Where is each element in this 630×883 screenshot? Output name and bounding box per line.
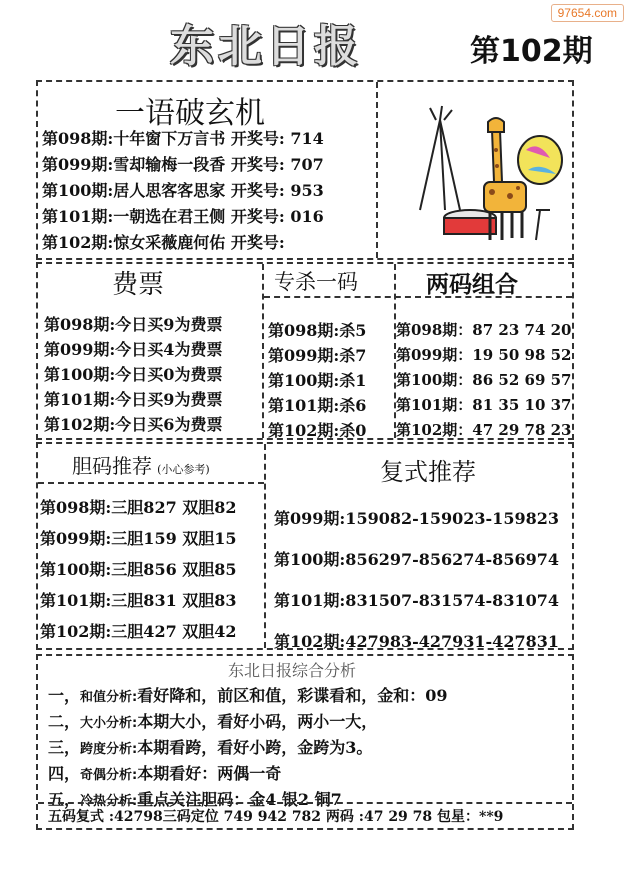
analysis-label: 大小分析: — [80, 716, 138, 731]
phrase-row: 第099期:雪却输梅一段香 开奖号: 707 — [42, 155, 324, 174]
kill-row: 第101期:杀6 — [268, 396, 367, 415]
compound-row: 第100期:856297-856274-856974 — [274, 550, 559, 569]
free-row: 第098期:今日买9为费票 — [44, 315, 223, 334]
free-row: 第099期:今日买4为费票 — [44, 340, 223, 359]
pair-list — [396, 318, 571, 443]
analysis-text: 本期大小，看好小码，两小一大， — [137, 712, 378, 731]
analysis-num: 二， — [48, 712, 81, 731]
compound-row: 第102期:427983-427931-427831 — [274, 632, 559, 651]
compound-row: 第099期:159082-159023-159823 — [274, 509, 559, 528]
analysis-list — [48, 684, 448, 814]
phrase-list — [42, 126, 324, 256]
analysis-label: 跨度分析: — [80, 742, 138, 757]
phrase-divider — [376, 82, 378, 258]
dan-row: 第098期:三胆827 双胆82 — [40, 498, 237, 517]
pair-row: 第102期：47 29 78 23 — [396, 421, 572, 439]
pair-row: 第101期：81 35 10 37 — [396, 396, 572, 414]
watermark-link[interactable]: 97654.com — [551, 4, 624, 22]
analysis-row — [48, 710, 448, 736]
dan-heading-wrap — [72, 450, 210, 479]
free-row: 第102期:今日买6为费票 — [44, 415, 223, 434]
dan-row: 第100期:三胆856 双胆85 — [40, 560, 237, 579]
compound-row: 第101期:831507-831574-831074 — [274, 591, 559, 610]
dan-heading-rule — [38, 482, 264, 484]
pair-row: 第098期：87 23 74 20 — [396, 321, 572, 339]
dan-row: 第102期:三胆427 双胆42 — [40, 622, 237, 641]
analysis-text: 看好降和，前区和值，彩谍看和，金和：09 — [137, 686, 448, 705]
compound-heading: 复式推荐 — [380, 458, 476, 486]
kill-row: 第100期:杀1 — [268, 371, 367, 390]
free-row: 第101期:今日买9为费票 — [44, 390, 223, 409]
analysis-num: 五， — [48, 790, 81, 809]
analysis-text: 重点关注胆码：金4 银2 铜7 — [137, 790, 342, 809]
analysis-num: 四， — [48, 764, 81, 783]
kill-list — [268, 318, 366, 443]
analysis-num: 一， — [48, 686, 81, 705]
free-row: 第100期:今日买0为费票 — [44, 365, 223, 384]
kill-row: 第102期:杀0 — [268, 421, 367, 440]
phrase-heading: 一语破玄机 — [115, 96, 265, 131]
free-kill-divider — [262, 264, 264, 438]
compound-list — [274, 498, 559, 662]
phrase-row: 第100期:居人思客客思家 开奖号: 953 — [42, 181, 324, 200]
analysis-footer-rule — [38, 802, 572, 804]
analysis-row — [48, 736, 448, 762]
phrase-row: 第101期:一朝选在君王侧 开奖号: 016 — [42, 207, 324, 226]
analysis-label: 奇偶分析: — [80, 768, 138, 783]
kill-row: 第098期:杀5 — [268, 321, 367, 340]
dan-row: 第101期:三胆831 双胆83 — [40, 591, 237, 610]
analysis-footer: 五码复式 :42798三码定位 749 942 782 两码 :47 29 78 包星：**9 — [48, 809, 504, 825]
analysis-text: 本期看跨，看好小跨，金跨为3。 — [137, 738, 373, 757]
analysis-row — [48, 762, 448, 788]
analysis-label: 和值分析: — [80, 690, 138, 705]
recommend-divider — [264, 444, 266, 648]
analysis-row — [48, 684, 448, 710]
pair-row: 第100期：86 52 69 57 — [396, 371, 572, 389]
kill-heading: 专杀一码 — [274, 270, 358, 294]
dan-list — [40, 492, 237, 647]
analysis-num: 三， — [48, 738, 81, 757]
pair-heading: 两码组合 — [426, 272, 518, 298]
phrase-row: 第102期:惊女采薇鹿何佑 开奖号: — [42, 233, 285, 252]
free-heading: 费票 — [112, 270, 165, 300]
dan-row: 第099期:三胆159 双胆15 — [40, 529, 237, 548]
dan-heading: 胆码推荐 — [72, 454, 152, 478]
analysis-label: 冷热分析: — [80, 794, 138, 809]
dan-note: (小心参考) — [157, 463, 210, 476]
free-list — [44, 312, 222, 437]
newspaper-title: 东北日报 — [170, 21, 362, 72]
pair-row: 第099期：19 50 98 52 — [396, 346, 572, 364]
analysis-heading: 东北日报综合分析 — [228, 661, 357, 680]
kill-row: 第099期:杀7 — [268, 346, 367, 365]
giraffe-illustration — [400, 100, 565, 250]
analysis-text: 本期看好：两偶一奇 — [137, 764, 282, 783]
forecast-heading-rule — [264, 296, 572, 298]
phrase-row: 第098期:十年窗下万言书 开奖号: 714 — [42, 129, 324, 148]
issue-number: 第102期 — [470, 34, 593, 69]
